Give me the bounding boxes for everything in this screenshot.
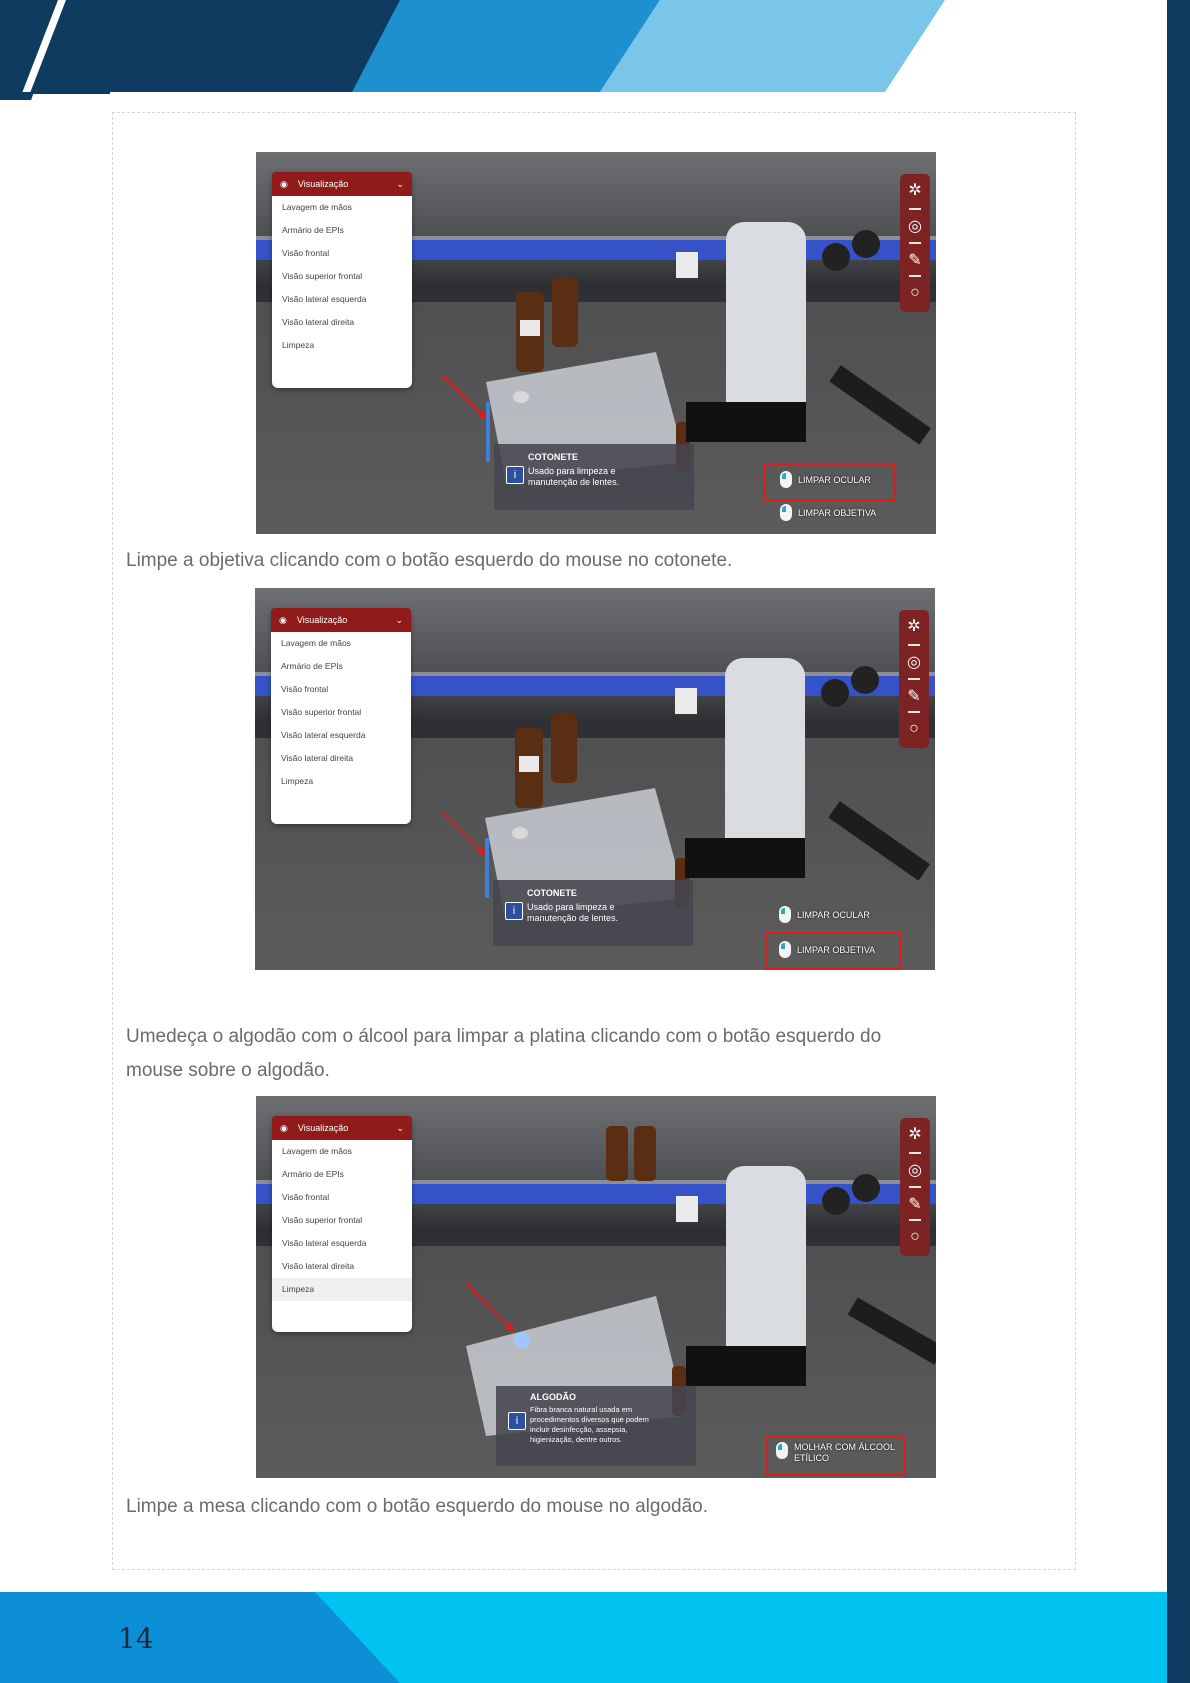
- visualization-dropdown-button[interactable]: [272, 1116, 412, 1140]
- tooltip-desc-1: Usado para limpeza e: [527, 902, 615, 912]
- menu-item-visao-frontal[interactable]: Visão frontal: [282, 248, 330, 258]
- menu-item-visao-frontal[interactable]: Visão frontal: [281, 684, 329, 694]
- menu-item-visao-lateral-dir[interactable]: Visão lateral direita: [281, 753, 354, 763]
- screenshot-2: [255, 588, 935, 970]
- visualization-menu: [271, 608, 411, 824]
- tooltip-title: ALGODÃO: [530, 1392, 576, 1402]
- action-limpar-objetiva[interactable]: LIMPAR OBJETIVA: [780, 504, 876, 521]
- visualization-dropdown-button[interactable]: [272, 172, 412, 196]
- screenshot-1: [256, 152, 936, 534]
- menu-item-armario[interactable]: Armário de EPIs: [282, 225, 344, 235]
- tooltip: [494, 444, 694, 510]
- gear-icon[interactable]: ✲: [908, 1126, 922, 1143]
- menu-item-lavagem[interactable]: Lavagem de mãos: [281, 638, 351, 648]
- menu-item-visao-lateral-dir[interactable]: Visão lateral direita: [282, 317, 355, 327]
- caption-3: Limpe a mesa clicando com o botão esquerdo do mouse no algodão.: [126, 1496, 708, 1517]
- info-icon: i: [506, 466, 524, 484]
- eye-icon: ◉: [280, 178, 288, 189]
- action-limpar-objetiva[interactable]: LIMPAR OBJETIVA: [779, 941, 875, 958]
- edit-icon[interactable]: ✎: [908, 252, 922, 269]
- caption-2-line-1: Umedeça o algodão com o álcool para limpar a platina clicando com o botão esquerdo do: [126, 1026, 882, 1047]
- shield-alert-icon[interactable]: ◎: [907, 654, 921, 671]
- gear-icon[interactable]: ✲: [908, 182, 922, 199]
- menu-title: Visualização: [296, 615, 348, 625]
- eye-icon: ◉: [280, 1122, 288, 1133]
- menu-item-lavagem[interactable]: Lavagem de mãos: [282, 1146, 352, 1156]
- menu-item-armario[interactable]: Armário de EPIs: [282, 1169, 344, 1179]
- tooltip-title: COTONETE: [528, 452, 578, 462]
- mouse-left-click-icon: [780, 504, 792, 521]
- circle-icon[interactable]: ○: [909, 720, 919, 737]
- action-molhar-com-alcool[interactable]: MOLHAR COM ÁLCOOL ETÍLICO: [776, 1442, 895, 1464]
- tooltip: [496, 1386, 696, 1466]
- header-decoration: [0, 0, 1190, 100]
- menu-item-visao-lateral-esq[interactable]: Visão lateral esquerda: [282, 1238, 367, 1248]
- shield-alert-icon[interactable]: ◎: [908, 1162, 922, 1179]
- mouse-left-click-icon: [776, 1442, 788, 1459]
- chevron-down-icon: ⌄: [396, 178, 404, 189]
- side-toolbar: [900, 1118, 930, 1256]
- side-toolbar: [899, 610, 929, 748]
- page-number: 14: [118, 1622, 154, 1655]
- tooltip-desc-2: manutenção de lentes.: [527, 913, 619, 923]
- info-icon: i: [508, 1412, 526, 1430]
- circle-icon[interactable]: ○: [910, 1228, 920, 1245]
- tooltip-desc-1: Fibra branca natural usada em: [530, 1405, 633, 1414]
- mouse-left-click-icon: [780, 471, 792, 488]
- menu-title: Visualização: [297, 179, 349, 189]
- tooltip-desc-2: procedimentos diversos que podem: [530, 1415, 649, 1424]
- caption-1: Limpe a objetiva clicando com o botão esquerdo do mouse no cotonete.: [126, 550, 733, 571]
- chevron-down-icon: ⌄: [395, 614, 403, 625]
- menu-item-visao-lateral-esq[interactable]: Visão lateral esquerda: [282, 294, 367, 304]
- edit-icon[interactable]: ✎: [908, 1196, 922, 1213]
- menu-item-armario[interactable]: Armário de EPIs: [281, 661, 343, 671]
- tooltip-desc-2: manutenção de lentes.: [528, 477, 620, 487]
- chevron-down-icon: ⌄: [396, 1122, 404, 1133]
- shield-alert-icon[interactable]: ◎: [908, 218, 922, 235]
- action-limpar-ocular[interactable]: LIMPAR OCULAR: [780, 471, 871, 488]
- visualization-menu: [272, 1116, 412, 1332]
- menu-item-limpeza[interactable]: Limpeza: [272, 1278, 412, 1301]
- menu-item-lavagem[interactable]: Lavagem de mãos: [282, 202, 352, 212]
- mouse-left-click-icon: [779, 906, 791, 923]
- menu-item-limpeza[interactable]: Limpeza: [281, 776, 314, 786]
- action-limpar-ocular[interactable]: LIMPAR OCULAR: [779, 906, 870, 923]
- menu-item-visao-superior[interactable]: Visão superior frontal: [281, 707, 362, 717]
- screenshot-3: [256, 1096, 936, 1478]
- right-sidebar-strip: [1167, 0, 1190, 1683]
- menu-item-visao-superior[interactable]: Visão superior frontal: [282, 1215, 363, 1225]
- menu-item-visao-lateral-esq[interactable]: Visão lateral esquerda: [281, 730, 366, 740]
- tooltip-desc-1: Usado para limpeza e: [528, 466, 616, 476]
- footer-band: [0, 1592, 1167, 1683]
- eye-icon: ◉: [279, 614, 287, 625]
- mouse-left-click-icon: [779, 941, 791, 958]
- tooltip: [493, 880, 693, 946]
- tooltip-desc-4: higienização, dentre outros.: [530, 1435, 623, 1444]
- edit-icon[interactable]: ✎: [907, 688, 921, 705]
- side-toolbar: [900, 174, 930, 312]
- visualization-dropdown-button[interactable]: [271, 608, 411, 632]
- caption-2-line-2: mouse sobre o algodão.: [126, 1060, 330, 1081]
- menu-item-visao-lateral-dir[interactable]: Visão lateral direita: [282, 1261, 355, 1271]
- visualization-menu: [272, 172, 412, 388]
- tooltip-title: COTONETE: [527, 888, 577, 898]
- menu-item-visao-superior[interactable]: Visão superior frontal: [282, 271, 363, 281]
- info-icon: i: [505, 902, 523, 920]
- circle-icon[interactable]: ○: [910, 284, 920, 301]
- gear-icon[interactable]: ✲: [907, 618, 921, 635]
- menu-item-visao-frontal[interactable]: Visão frontal: [282, 1192, 330, 1202]
- menu-title: Visualização: [297, 1123, 349, 1133]
- menu-item-limpeza[interactable]: Limpeza: [282, 340, 315, 350]
- tooltip-desc-3: incluir desinfecção, assepsia,: [530, 1425, 628, 1434]
